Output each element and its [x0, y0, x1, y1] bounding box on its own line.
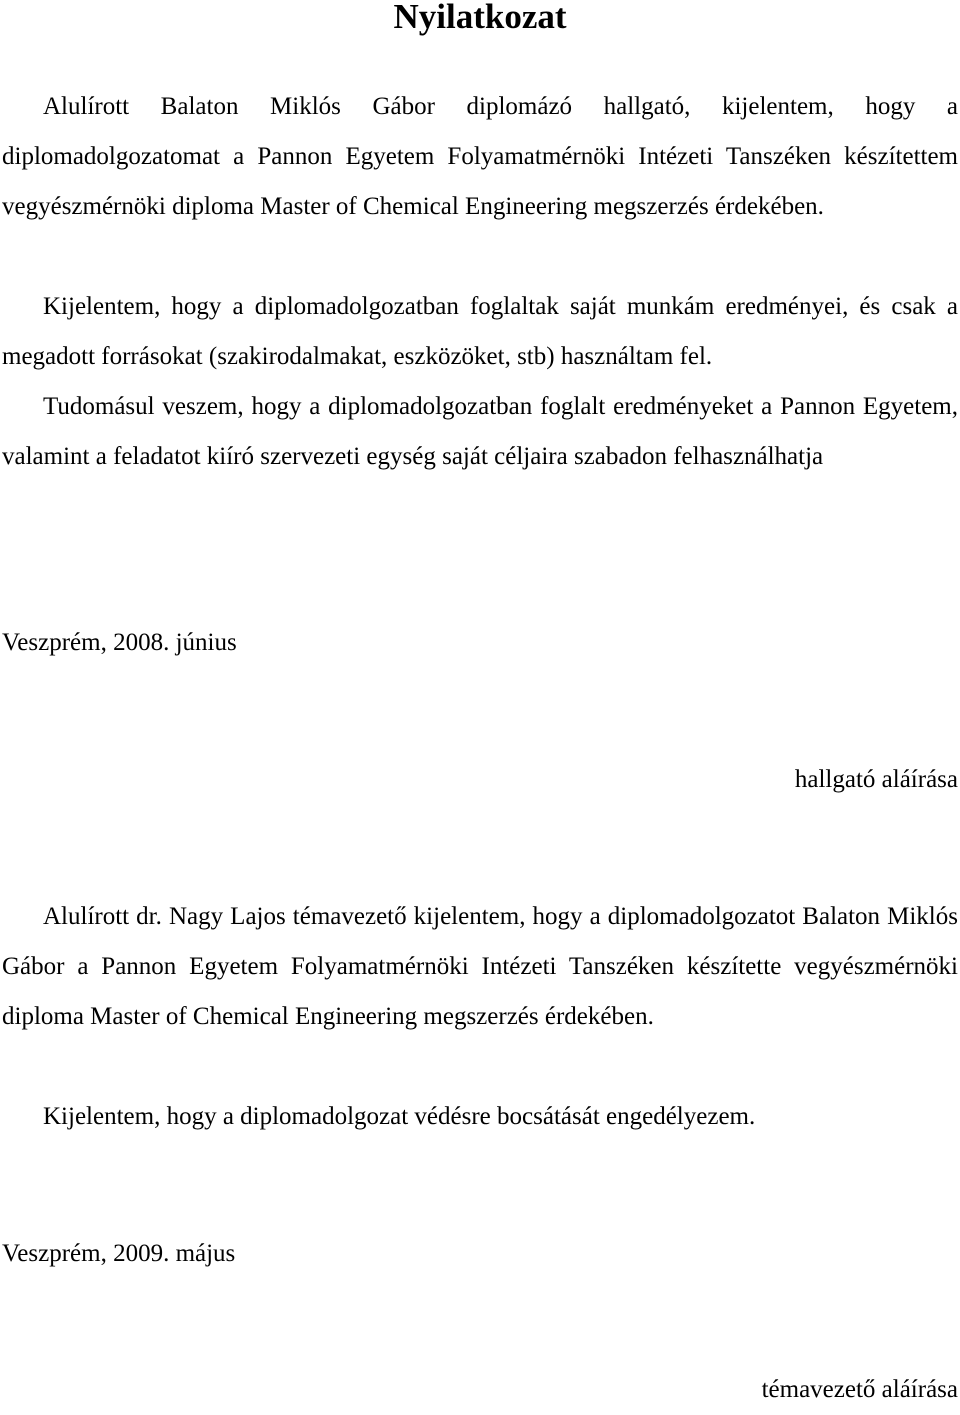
student-declaration-paragraph-3: Tudomásul veszem, hogy a diplomadolgozatban foglalt eredményeket a Pannon Egyetem, valamint a feladatot kiíró szervezeti egység saját céljaira szabadon felhasználhatja — [2, 393, 958, 470]
student-place-date: Veszprém, 2008. június — [2, 629, 237, 656]
student-signature-label: hallgató aláírása — [794, 766, 958, 793]
supervisor-place-date: Veszprém, 2009. május — [2, 1240, 236, 1267]
page-title: Nyilatkozat — [393, 0, 567, 36]
supervisor-signature-label: témavezető aláírása — [761, 1376, 958, 1403]
student-declaration-paragraph-2: Kijelentem, hogy a diplomadolgozatban foglaltak saját munkám eredményei, és csak a megadott forrásokat (szakirodalmakat, eszközöket, stb) használtam fel. — [2, 293, 958, 370]
student-declaration-paragraph-1: Alulírott Balaton Miklós Gábor diplomázó hallgató, kijelentem, hogy a diplomadolgozatomat a Pannon Egyetem Folyamatmérnöki Intézeti Tanszéken készítettem vegyészmérnöki diploma Master of Chemical Engineering megszerzés érdekében. — [2, 93, 958, 220]
supervisor-declaration-paragraph-2: Kijelentem, hogy a diplomadolgozat védésre bocsátását engedélyezem. — [43, 1103, 756, 1130]
supervisor-declaration-paragraph-1: Alulírott dr. Nagy Lajos témavezető kijelentem, hogy a diplomadolgozatot Balaton Miklós Gábor a Pannon Egyetem Folyamatmérnöki Intézeti Tanszéken készítette vegyészmérnöki diploma Master of Chemical Engineering megszerzés érdekében. — [2, 903, 958, 1030]
